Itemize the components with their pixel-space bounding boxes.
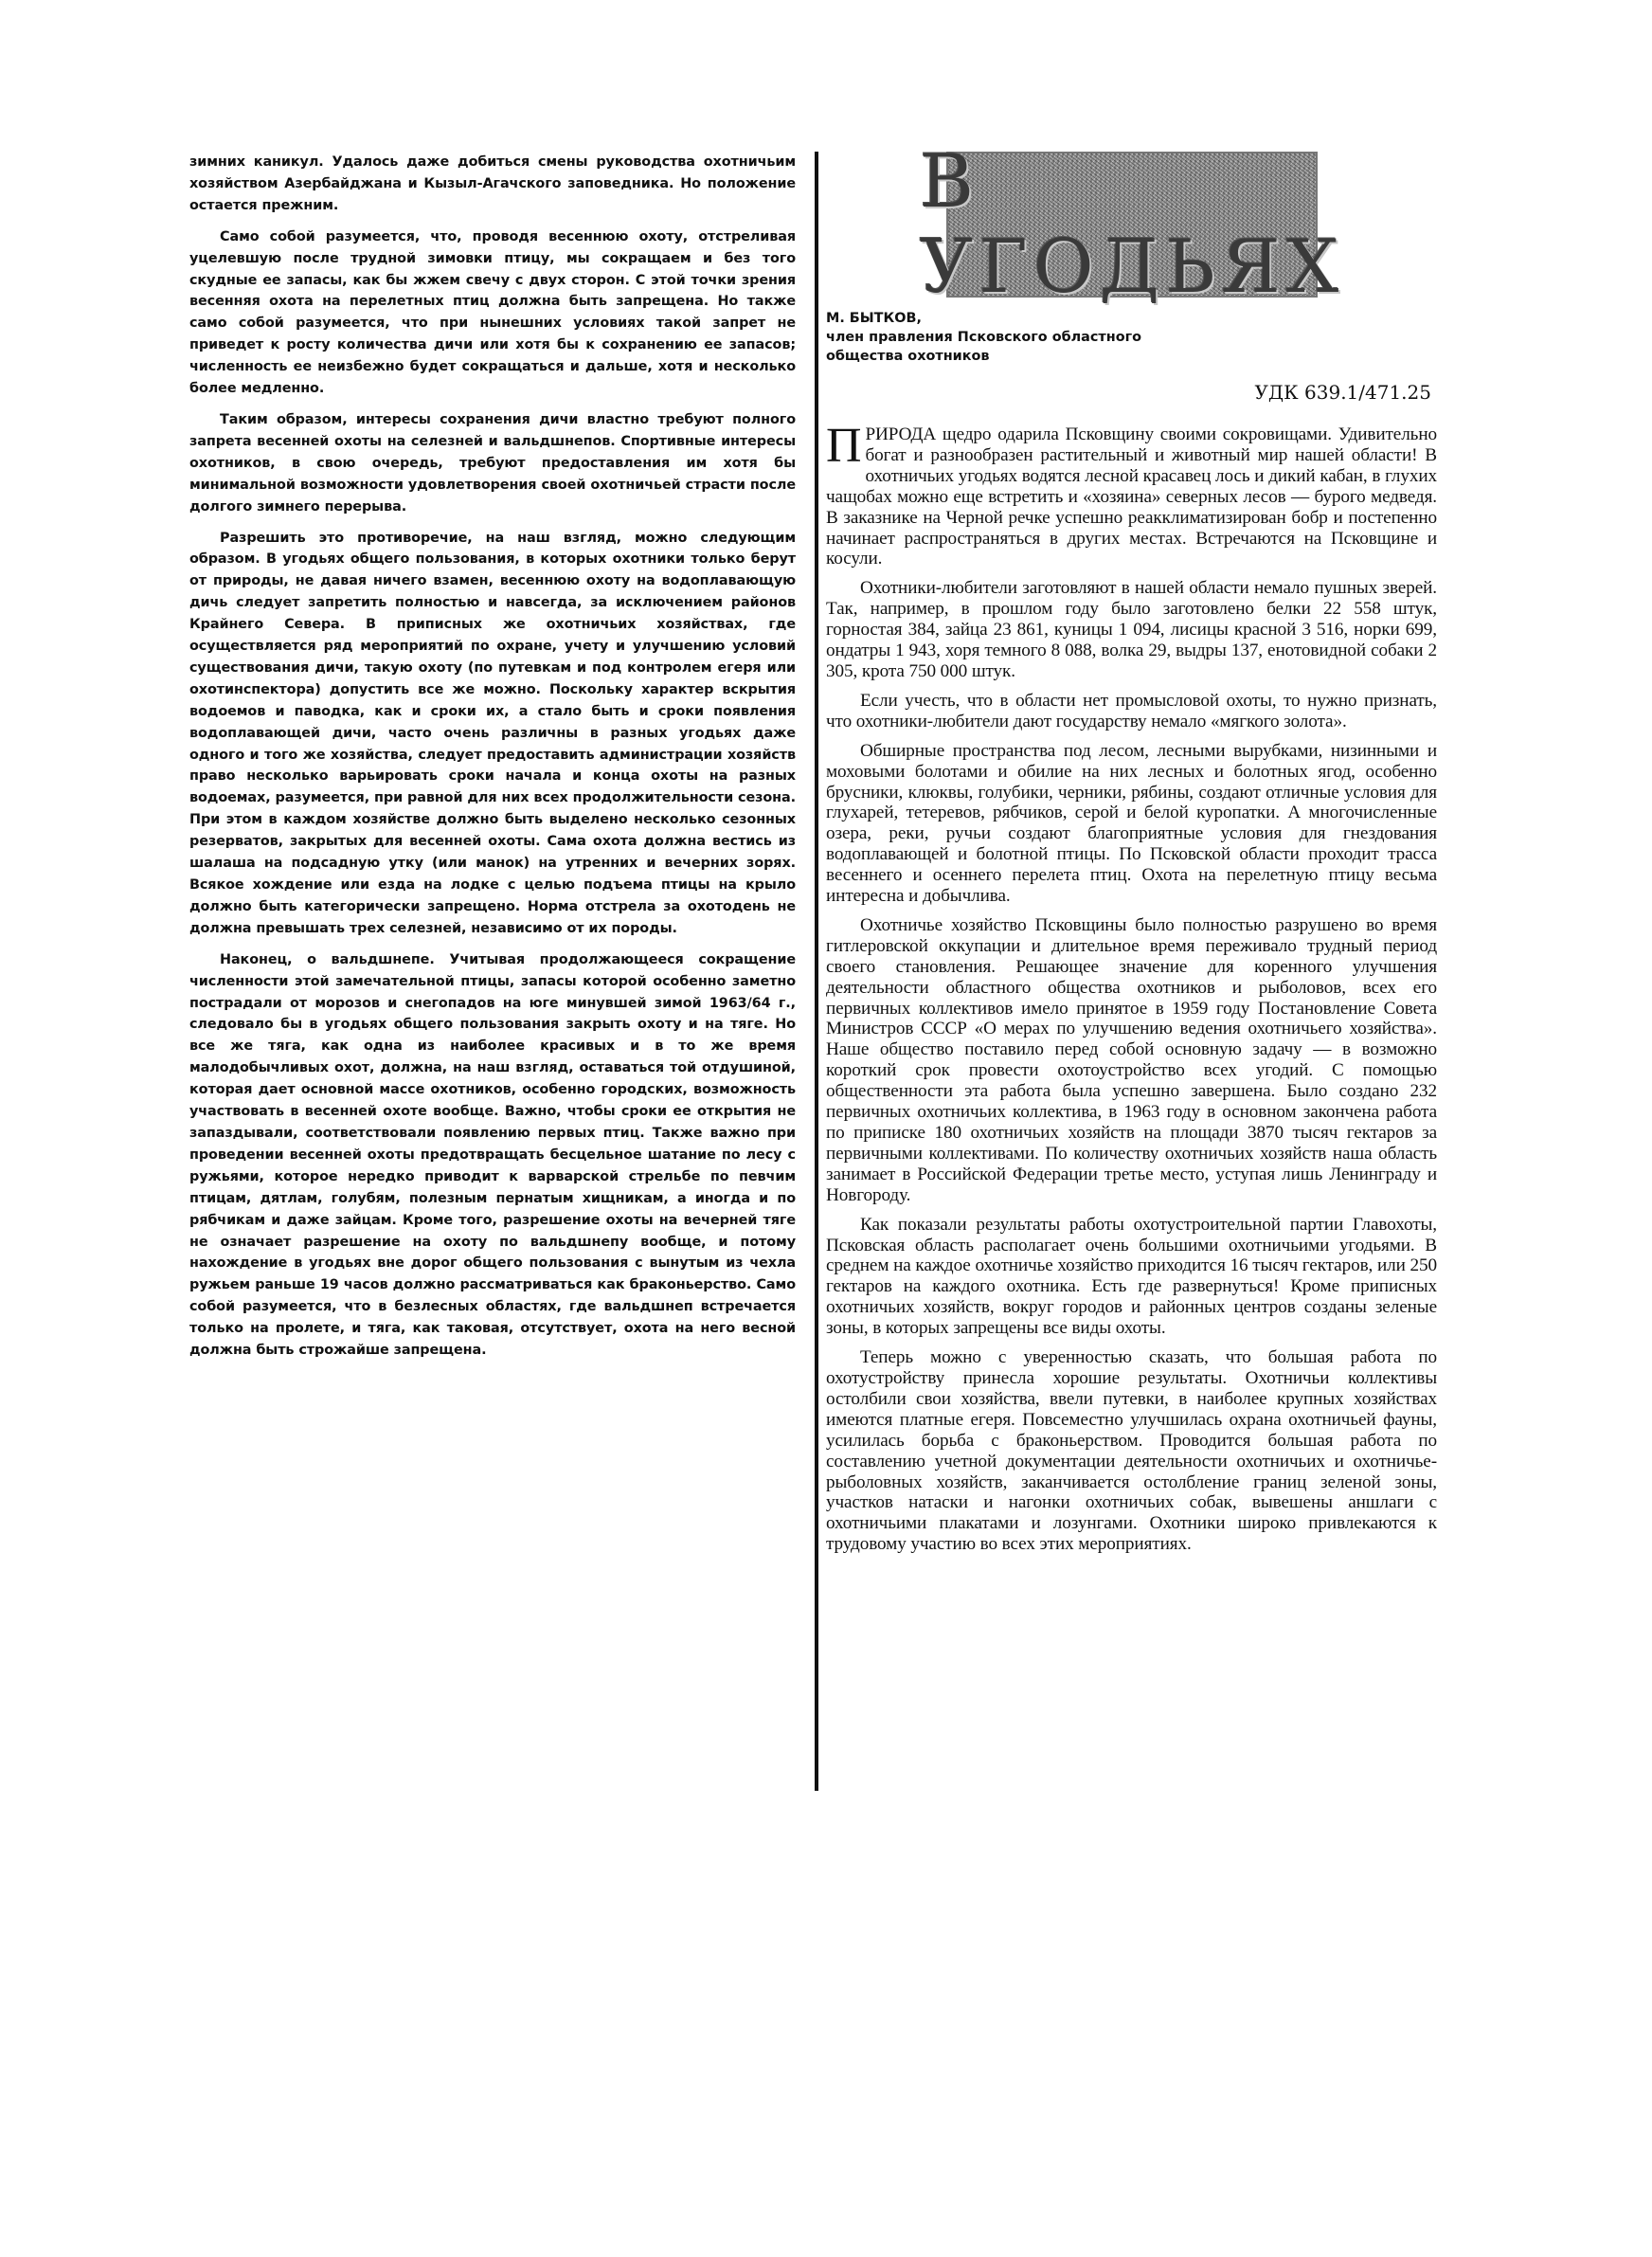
udk-code: УДК 639.1/471.25 — [1254, 381, 1431, 404]
article-body — [826, 419, 1437, 1555]
author-name: М. БЫТКОВ, — [826, 311, 922, 326]
right-paragraph-1: Охотники-любители заготовляют в нашей области немало пушных зверей. Так, например, в прошлом году было заготовлено белки 22 558 штук, горностая 384, зайца 23 861, куницы 1 094, лисицы красной 3 516, норки 699, ондатры 1 943, хоря темного 8 088, волка 29, выдры 137, енотовидной собаки 2 305, крота 750 000 штук. — [826, 578, 1437, 681]
author-role-line-2: общества охотников — [826, 349, 990, 364]
left-paragraph-3: Таким образом, интересы сохранения дичи властно требуют полного запрета весенней охоты на селезней и вальдшнепов. Спортивные интересы охотников, в свою очередь, требуют предоставления им хотя бы минимальной возможности удовлетворения своей охотничьей страсти после долгого зимнего перерыва. — [189, 411, 796, 515]
right-paragraph-3: Обширные пространства под лесом, лесными вырубками, низинными и моховыми болотами и обилие на них лесных и болотных ягод, особенно брусники, клюквы, голубики, черники, рябины, создают отличные условия для глухарей, тетеревов, рябчиков, серой и белой куропатки. А многочисленные озера, реки, ручьи создают благоприятные условия для гнездования водоплавающей и болотной птицы. По Псковской области проходит трасса весеннего и осеннего перелета птиц. Охота на перелетную птицу весьма интересна и добычлива. — [826, 740, 1437, 907]
drop-cap: П — [826, 419, 862, 473]
right-paragraph-4: Охотничье хозяйство Псковщины было полностью разрушено во время гитлеровской оккупации и длительное время переживало трудный период своего становления. Решающее значение для коренного улучшения деятельности областного общества охотников и рыболовов, всех его первичных коллективов имело принятое в 1959 году Постановление Совета Министров СССР «О мерах по улучшению ведения охотничьего хозяйства». Наше общество поставило перед собой основную задачу — в возможно короткий срок провести охотоустройство всех угодий. С помощью общественности эта работа была успешно завершена. Было создано 232 первичных охотничьих коллектива, в 1963 году в основном закончена работа по приписке 180 охотничьих хозяйств на площади 3870 тысяч гектаров за первичными коллективами. По количеству охотничьих хозяйств наша область занимает в Российской Федерации третье место, уступая лишь Ленинграду и Новгороду. — [826, 914, 1437, 1205]
right-paragraph-6: Теперь можно с уверенностью сказать, что большая работа по охотустройству принесла хорошие результаты. Охотничьи коллективы остолбили свои хозяйства, ввели путевки, в наиболее крупных хозяйствах имеются платные егеря. Повсеместно улучшилась охрана охотничьей фауны, усилилась борьба с браконьерством. Проводится большая работа по составлению учетной документации деятельности охотничьих и охотничье-рыболовных хозяйств, заканчивается остолбление границ зеленой зоны, участков натаски и нагонки охотничьих собак, вывешены аншлаги с охотничьими плакатами и лозунгами. Охотники широко привлекаются к трудовому участию во всех этих мероприятиях. — [826, 1347, 1437, 1555]
right-paragraph-2: Если учесть, что в области нет промысловой охоты, то нужно признать, что охотники-любители дают государству немало «мягкого золота». — [826, 690, 1437, 731]
section-banner-title: В УГОДЬЯХ — [919, 139, 1345, 310]
right-paragraph-5: Как показали результаты работы охотустроительной партии Главохоты, Псковская область располагает очень большими охотничьими угодьями. В среднем на каждое охотничье хозяйство приходится 16 тысяч гектаров, или 250 гектаров на каждого охотника. Есть где развернуться! Кроме приписных охотничьих хозяйств, вокруг городов и районных центров созданы зеленые зоны, в которых запрещены все виды охоты. — [826, 1214, 1437, 1339]
left-column — [189, 152, 796, 1371]
author-role-line-1: член правления Псковского областного — [826, 330, 1141, 345]
left-paragraph-5: Наконец, о вальдшнепе. Учитывая продолжающееся сокращение численности этой замечательной птицы, запасы которой особенно заметно пострадали от морозов и снегопадов на юге минувшей зимой 1963/64 г., следовало бы в угодьях общего пользования закрыть охоту и на тяге. Но все же тяга, как одна из наиболее красивых и в то же время малодобычливых охот, должна, на наш взгляд, оставаться той отдушиной, которая дает основной массе охотников, особенно городских, возможность участвовать в весенней охоте вообще. Важно, чтобы сроки ее открытия не запаздывали, соответствовали появлению первых птиц. Также важно при проведении весенней охоты предотвращать бесцельное шатание по лесу с ружьями, которое нередко приводит к варварской стрельбе по певчим птицам, дятлам, голубям, полезным пернатым хищникам, а иногда и по рябчикам и даже зайцам. Кроме того, разрешение охоты на вечерней тяге не означает разрешение на охоту по вальдшнепу вообще, и потому нахождение в угодьях вне дорог общего пользования с вынутым из чехла ружьем раньше 19 часов должно рассматриваться как браконьерство. Само собой разумеется, что в безлесных областях, где вальдшнеп встречается только на пролете, и тяга, как таковая, отсутствует, охота на него весной должна быть строжайше запрещена. — [189, 951, 796, 1359]
left-paragraph-2: Само собой разумеется, что, проводя весеннюю охоту, отстреливая уцелевшую после трудной зимовки птицу, мы сокращаем и без того скудные ее запасы, как бы жжем свечу с двух сторон. С этой точки зрения весенняя охота на перелетных птиц должна быть запрещена. Но также само собой разумеется, что при нынешних условиях такой запрет не приведет к росту количества дичи или хотя бы к сохранению ее запасов; численность ее неизбежно будет сокращаться и дальше, хотя и несколько более медленно. — [189, 228, 796, 397]
author-block — [826, 309, 1437, 366]
column-divider — [815, 152, 818, 1791]
section-banner — [919, 139, 1345, 310]
left-paragraph-1: зимних каникул. Удалось даже добиться смены руководства охотничьим хозяйством Азербайджана и Кызыл-Агачского заповедника. Но положение остается прежним. — [189, 154, 796, 213]
right-column — [826, 139, 1437, 1563]
left-paragraph-4: Разрешить это противоречие, на наш взгляд, можно следующим образом. В угодьях общего пользования, в которых охотники только берут от природы, не давая ничего взамен, весеннюю охоту на водоплавающую дичь следует запретить полностью и навсегда, за исключением районов Крайнего Севера. В приписных же охотничьих хозяйствах, где осуществляется ряд мероприятий по охране, учету и улучшению условий существования дичи, такую охоту (по путевкам и под контролем егеря или охотинспектора) допустить все же можно. Поскольку характер вскрытия водоемов и паводка, как и сроки их, а стало быть и сроки появления водоплавающей дичи, часто очень различны в разных угодьях даже одного и того же хозяйства, следует предоставить администрации хозяйств право несколько варьировать сроки начала и конца охоты на разных водоемах, разумеется, при равной для них всех продолжительности сезона. При этом в каждом хозяйстве должно быть выделено несколько сезонных резерватов, закрытых для весенней охоты. Сама охота должна вестись из шалаша на подсадную утку (или манок) на утренних и вечерних зорях. Всякое хождение или езда на лодке с целью подъема птицы на крыло должно быть категорически запрещено. Норма отстрела за охотодень не должна превышать трех селезней, независимо от их породы. — [189, 530, 796, 936]
lead-paragraph — [826, 419, 1437, 569]
lead-text: РИРОДА щедро одарила Псковщину своими сокровищами. Удивительно богат и разнообразен растительный и животный мир нашей области! В охотничьих угодьях водятся лесной красавец лось и дикий кабан, в глухих чащобах можно еще встретить и «хозяина» северных лесов — бурого медведя. В заказнике на Черной речке успешно реакклиматизирован бобр и постепенно начинает распространяться в других местах. Встречаются на Псковщине и косули. — [826, 424, 1437, 569]
